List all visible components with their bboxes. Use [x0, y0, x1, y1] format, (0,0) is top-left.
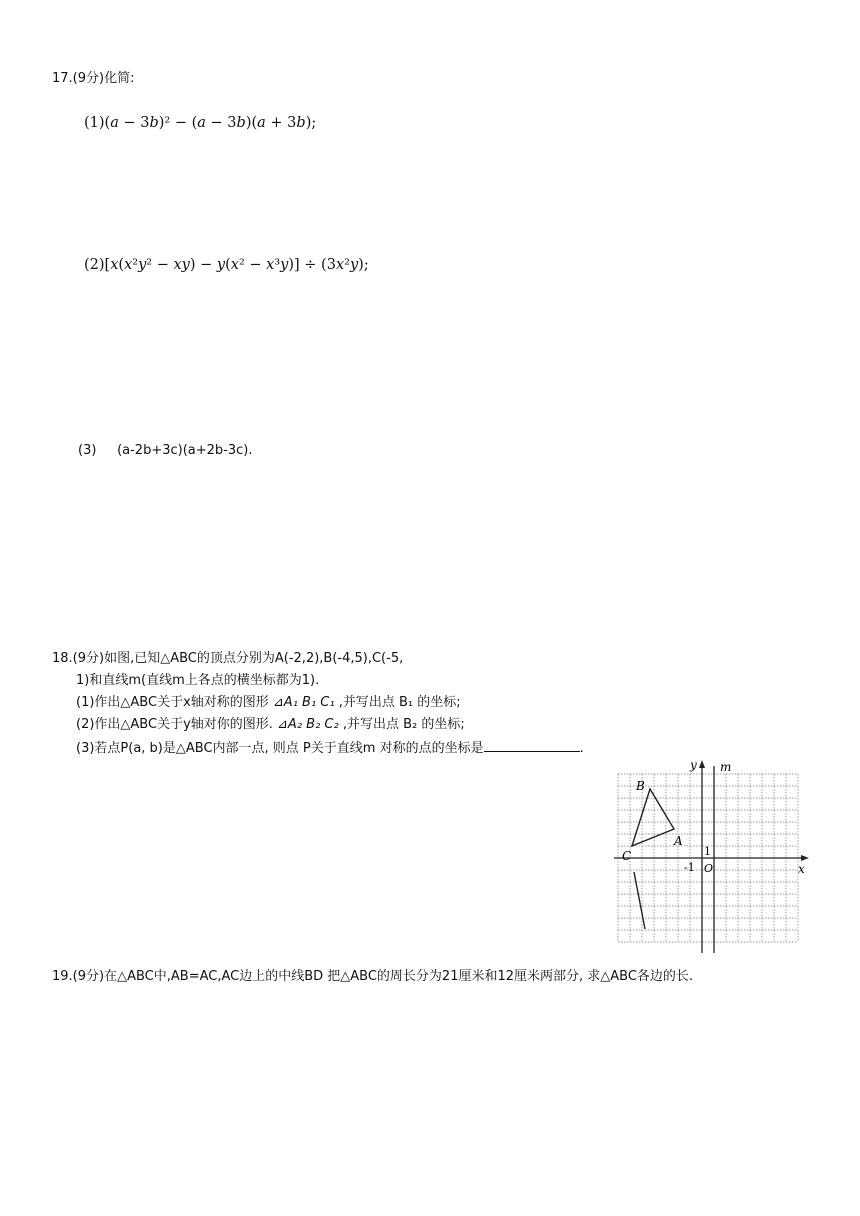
q18-item1-text: (1)作出△ABC关于x轴对称的图形 [76, 695, 273, 710]
coordinate-grid-figure [610, 757, 810, 953]
q18-item3-text: (3)若点P(a, b)是△ABC内部一点, 则点 P关于直线m 对称的点的坐标是 [76, 741, 484, 756]
q18-item3 [76, 738, 584, 758]
label-origin: O [704, 862, 714, 875]
q18-line2: 1)和直线m(直线m上各点的横坐标都为1). [76, 673, 320, 688]
q17-part1 [84, 114, 316, 132]
label-m: m [720, 760, 732, 774]
partial-segment [634, 872, 645, 929]
q17-part2-expression: [x(x²y² − xy) − y(x² − x³y)] ÷ (3x²y); [104, 257, 369, 273]
q18-item2-tail: ,并写出点 B₂ 的坐标; [338, 717, 465, 732]
label-b: B [636, 779, 645, 793]
q19-text: 19.(9分)在△ABC中,AB=AC,AC边上的中线BD 把△ABC的周长分为21厘米和12厘米两部分, 求△ABC各边的长. [52, 969, 694, 984]
answer-blank[interactable] [484, 738, 580, 752]
q17-part3: (3) (a-2b+3c)(a+2b-3c). [78, 443, 253, 458]
q18-item2 [76, 716, 465, 734]
y-axis-arrow [699, 760, 705, 768]
label-a: A [674, 834, 683, 848]
q17-part1-expression: (a − 3b)² − (a − 3b)(a + 3b); [104, 115, 317, 131]
label-y: y [690, 758, 697, 772]
label-one: 1 [704, 845, 711, 858]
label-c: C [622, 849, 632, 863]
q18-item3-end: . [579, 741, 584, 756]
q18-item2-text: (2)作出△ABC关于y轴对你的图形. [76, 717, 278, 732]
q17-part2-number: (2) [84, 257, 105, 273]
q18-item2-triangle: ⊿A₂ B₂ C₂ [277, 717, 339, 732]
q18-item1 [76, 694, 461, 712]
x-axis-arrow [801, 855, 809, 861]
label-neg-one: -1 [684, 861, 695, 874]
q17-part1-number: (1) [84, 115, 105, 131]
label-x: x [798, 862, 805, 876]
q17-part2 [84, 256, 369, 274]
q18-item1-tail: ,并写出点 B₁ 的坐标; [334, 695, 461, 710]
triangle-abc [632, 789, 674, 846]
q18-line1: 18.(9分)如图,已知△ABC的顶点分别为A(-2,2),B(-4,5),C(-5, [52, 651, 404, 666]
q18-item1-triangle: ⊿A₁ B₁ C₁ [272, 695, 335, 710]
q17-header: 17.(9分)化简: [52, 71, 135, 86]
